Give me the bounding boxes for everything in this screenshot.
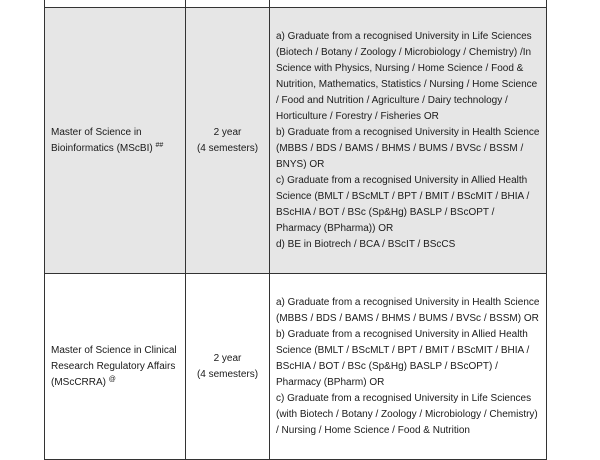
eligibility-item: a) Graduate from a recognised University in Life Sciences (Biotech / Botany / Zoology / Microbiology / Chemistry) /In Science with Physics, Nursing / Home Science / Food & Nutrition, Mathematics, Statistics / Nursing / Home Science / Food and Nutrition / Agriculture / Dairy technology / Horticulture / Forestry / Fisheries OR <box>276 30 538 122</box>
table-row-previous <box>45 0 547 8</box>
eligibility-cell <box>270 8 547 274</box>
table-row-msccrra <box>45 274 547 460</box>
eligibility-item: c) Graduate from a recognised University in Life Sciences (with Biotech / Botany / Zoology / Microbiology / Chemistry) / Nursing / Home Science / Food & Nutrition <box>276 392 538 436</box>
eligibility-cell <box>270 274 547 460</box>
programme-cell <box>45 8 186 274</box>
eligibility-item: d) BE in Biotrech / BCA / BScIT / BScCS <box>276 238 456 250</box>
duration-cell <box>186 8 270 274</box>
eligibility-item: b) Graduate from a recognised University in Health Science (MBBS / BDS / BAMS / BHMS / BUMS / BVSc / BSSM / BNYS) OR <box>276 126 540 170</box>
duration-cell <box>186 274 270 460</box>
programme-mark: @ <box>108 375 116 383</box>
previous-programme-cell <box>45 0 186 8</box>
eligibility-item: c) Graduate from a recognised University in Allied Health Science (BMLT / BScMLT / BPT / BMIT / BScMIT / BHIA / BScHIA / BOT / BSc (Sp&Hg) BASLP / BScOPT / Pharmacy (BPharma)) OR <box>276 174 530 234</box>
programme-mark: ## <box>155 141 164 149</box>
programmes-table <box>44 0 547 460</box>
previous-duration-cell <box>186 0 270 8</box>
duration-years: 2 year <box>213 126 242 138</box>
duration-years: 2 year <box>213 352 242 364</box>
duration-semesters: (4 semesters) <box>196 142 259 154</box>
eligibility-item: b) Graduate from a recognised University in Allied Health Science (BMLT / BScMLT / BPT / BMIT / BScMIT / BHIA / BScHIA / BOT / BSc (Sp&Hg) BASLP / BScOPT) / Pharmacy (BPharm) OR <box>276 328 530 388</box>
previous-eligibility-cell <box>270 0 547 8</box>
table-row-mscbi <box>45 8 547 274</box>
programme-cell <box>45 274 186 460</box>
eligibility-item: a) Graduate from a recognised University in Health Science (MBBS / BDS / BAMS / BHMS / BUMS / BVSc / BSSM) OR <box>276 296 540 324</box>
programme-name: Master of Science in Clinical Research Regulatory Affairs (MScCRRA) <box>51 344 177 388</box>
programme-name: Master of Science in Bioinformatics (MScBI) <box>51 126 153 154</box>
duration-semesters: (4 semesters) <box>196 368 259 380</box>
